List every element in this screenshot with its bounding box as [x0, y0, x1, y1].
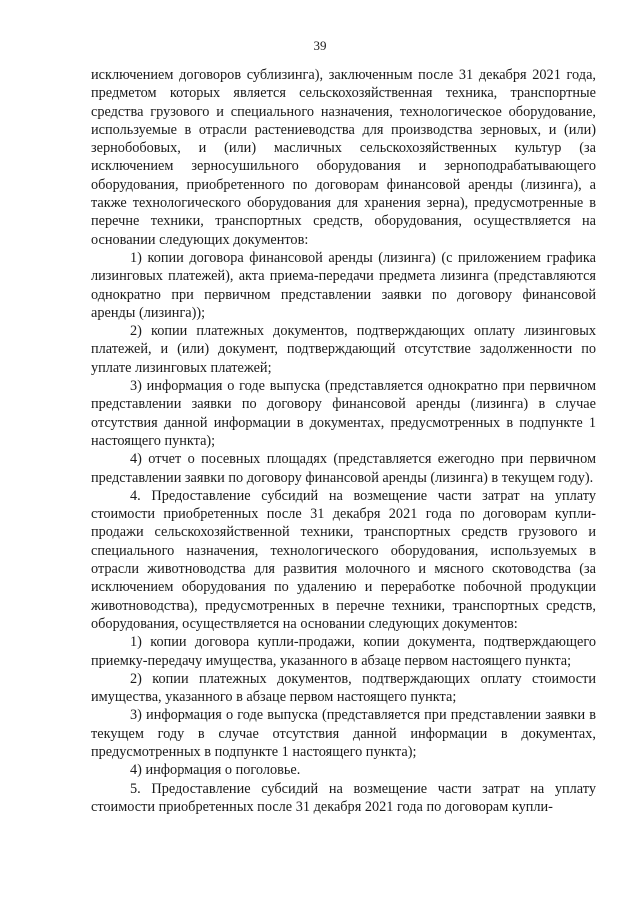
- paragraph: 2) копии платежных документов, подтверждающих оплату лизинговых платежей, и (или) документ, подтверждающий отсутствие задолженности по уплате лизинговых платежей;: [91, 323, 596, 376]
- page-number: 39: [313, 38, 327, 53]
- paragraph: 2) копии платежных документов, подтверждающих оплату стоимости имущества, указанного в абзаце первом настоящего пункта;: [91, 670, 596, 706]
- paragraph: 3) информация о годе выпуска (представляется однократно при первичном представлении заявки по договору финансовой аренды (лизинга) в случае отсутствия данной информации в документах, предусмотренных в подпункте 1 настоящего пункта);: [91, 378, 596, 449]
- paragraph: 4) отчет о посевных площадях (представляется ежегодно при первичном представлении заявки по договору финансовой аренды (лизинга) в текущем году).: [91, 451, 596, 486]
- paragraph: 5. Предоставление субсидий на возмещение части затрат на уплату стоимости приобретенных после 31 декабря 2021 года по договорам купли-: [91, 780, 596, 815]
- document-body: [91, 66, 596, 816]
- paragraph: 4) информация о поголовье.: [130, 762, 301, 779]
- paragraph: исключением договоров сублизинга), заключенным после 31 декабря 2021 года, предметом которых является сельскохозяйственная техника, транспортные средства грузового и специального назначения, технологическое оборудование, используемые в отрасли растениеводства для производства зерновых, и (или) зернобобовых, и (или) масличных сельскохозяйственных культур (за исключением зерносушильного оборудования и зерноподрабатывающего оборудования, приобретенного по договорам финансовой аренды (лизинга), а также технологического оборудования для хранения зерна), предусмотренные в перечне техники, транспортных средств, оборудования, осуществляется на основании следующих документов:: [91, 67, 596, 248]
- paragraph: 4. Предоставление субсидий на возмещение части затрат на уплату стоимости приобретенных после 31 декабря 2021 года по договорам купли-продажи сельскохозяйственной техники, транспортных средств грузового и специального назначения, технологического оборудования, используемых в отрасли животноводства для развития молочного и мясного скотоводства (за исключением оборудования по удалению и переработке побочной продукции животноводства), предусмотренных в перечне техники, транспортных средств, оборудования, осуществляется на основании следующих документов:: [91, 487, 596, 632]
- paragraph: 1) копии договора финансовой аренды (лизинга) (с приложением графика лизинговых платежей), акта приема-передачи предмета лизинга (представляются однократно при первичном представлении заявки по договору финансовой аренды (лизинга));: [91, 249, 596, 321]
- paragraph: 3) информация о годе выпуска (представляется при представлении заявки в текущем году в случае отсутствия данной информации в документах, предусмотренных в подпункте 1 настоящего пункта);: [91, 707, 596, 760]
- paragraph: 1) копии договора купли-продажи, копии документа, подтверждающего приемку-передачу имущества, указанного в абзаце первом настоящего пункта;: [91, 634, 596, 669]
